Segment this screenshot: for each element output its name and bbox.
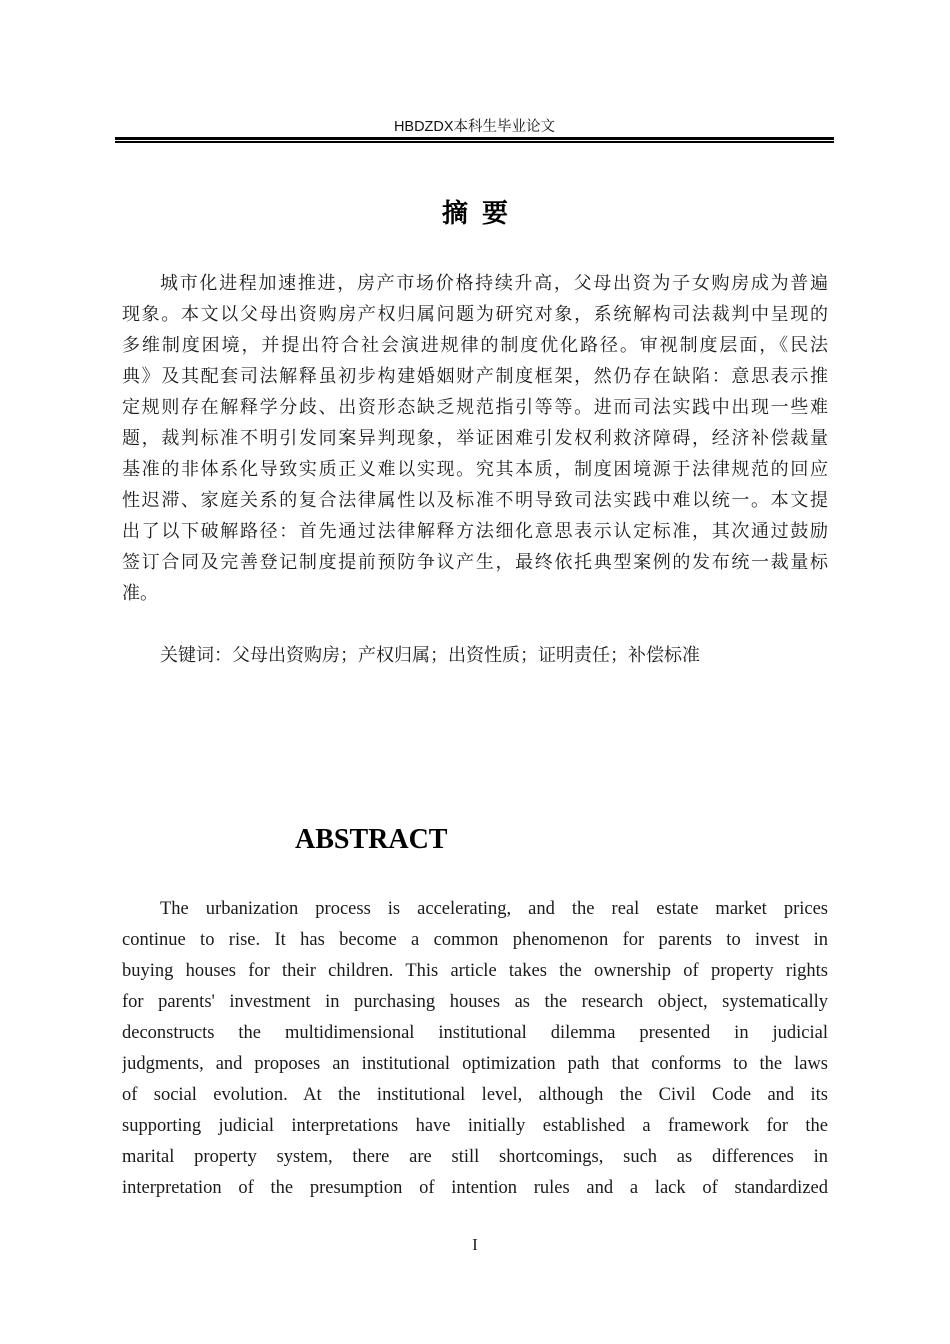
cn-line: 城市化进程加速推进，房产市场价格持续升高，父母出资为子女购房成为普遍 bbox=[160, 273, 828, 294]
cn-line: 签订合同及完善登记制度提前预防争议产生，最终依托典型案例的发布统一裁量标 bbox=[122, 552, 828, 573]
cn-line: 准。 bbox=[122, 583, 158, 604]
cn-line: 基准的非体系化导致实质正义难以实现。究其本质，制度困境源于法律规范的回应 bbox=[122, 459, 828, 480]
header-rule-thick bbox=[115, 137, 834, 140]
en-line: deconstructs the multidimensional institutional dilemma presented in judicial bbox=[122, 1023, 828, 1043]
header-rule-thin bbox=[115, 141, 834, 143]
chinese-keywords: 关键词：父母出资购房；产权归属；出资性质；证明责任；补偿标准 bbox=[160, 645, 700, 666]
en-line: of social evolution. At the institutional level, although the Civil Code and its bbox=[122, 1085, 828, 1105]
cn-line: 典》及其配套司法解释虽初步构建婚姻财产制度框架，然仍存在缺陷：意思表示推 bbox=[122, 366, 828, 387]
en-line: interpretation of the presumption of intention rules and a lack of standardized bbox=[122, 1178, 828, 1198]
en-line: continue to rise. It has become a common phenomenon for parents to invest in bbox=[122, 930, 828, 950]
en-line: judgments, and proposes an institutional optimization path that conforms to the laws bbox=[122, 1054, 828, 1074]
en-line: for parents' investment in purchasing houses as the research object, systematically bbox=[122, 992, 828, 1012]
cn-line: 性迟滞、家庭关系的复合法律属性以及标准不明导致司法实践中难以统一。本文提 bbox=[122, 490, 828, 511]
en-line: marital property system, there are still shortcomings, such as differences in bbox=[122, 1147, 828, 1167]
cn-line: 定规则存在解释学分歧、出资形态缺乏规范指引等等。进而司法实践中出现一些难 bbox=[122, 397, 828, 418]
chinese-abstract-title bbox=[0, 198, 950, 230]
en-line: supporting judicial interpretations have initially established a framework for the bbox=[122, 1116, 828, 1136]
cn-line: 题，裁判标准不明引发同案异判现象，举证困难引发权利救济障碍，经济补偿裁量 bbox=[122, 428, 828, 449]
en-line: The urbanization process is accelerating, and the real estate market prices bbox=[160, 899, 828, 919]
running-header: HBDZDX本科生毕业论文 bbox=[393, 119, 556, 135]
cn-line: 多维制度困境，并提出符合社会演进规律的制度优化路径。审视制度层面，《民法 bbox=[122, 335, 828, 356]
cn-line: 现象。本文以父母出资购房产权归属问题为研究对象，系统解构司法裁判中呈现的 bbox=[122, 304, 828, 325]
cn-line: 出了以下破解路径：首先通过法律解释方法细化意思表示认定标准，其次通过鼓励 bbox=[122, 521, 828, 542]
english-abstract-title: ABSTRACT bbox=[295, 824, 448, 855]
en-line: buying houses for their children. This article takes the ownership of property rights bbox=[122, 961, 828, 981]
page-number: I bbox=[472, 1235, 478, 1254]
title-char-1: 摘 bbox=[441, 199, 468, 229]
chinese-abstract-body bbox=[122, 268, 828, 609]
title-char-2: 要 bbox=[482, 199, 509, 229]
english-abstract-body bbox=[122, 894, 828, 1204]
